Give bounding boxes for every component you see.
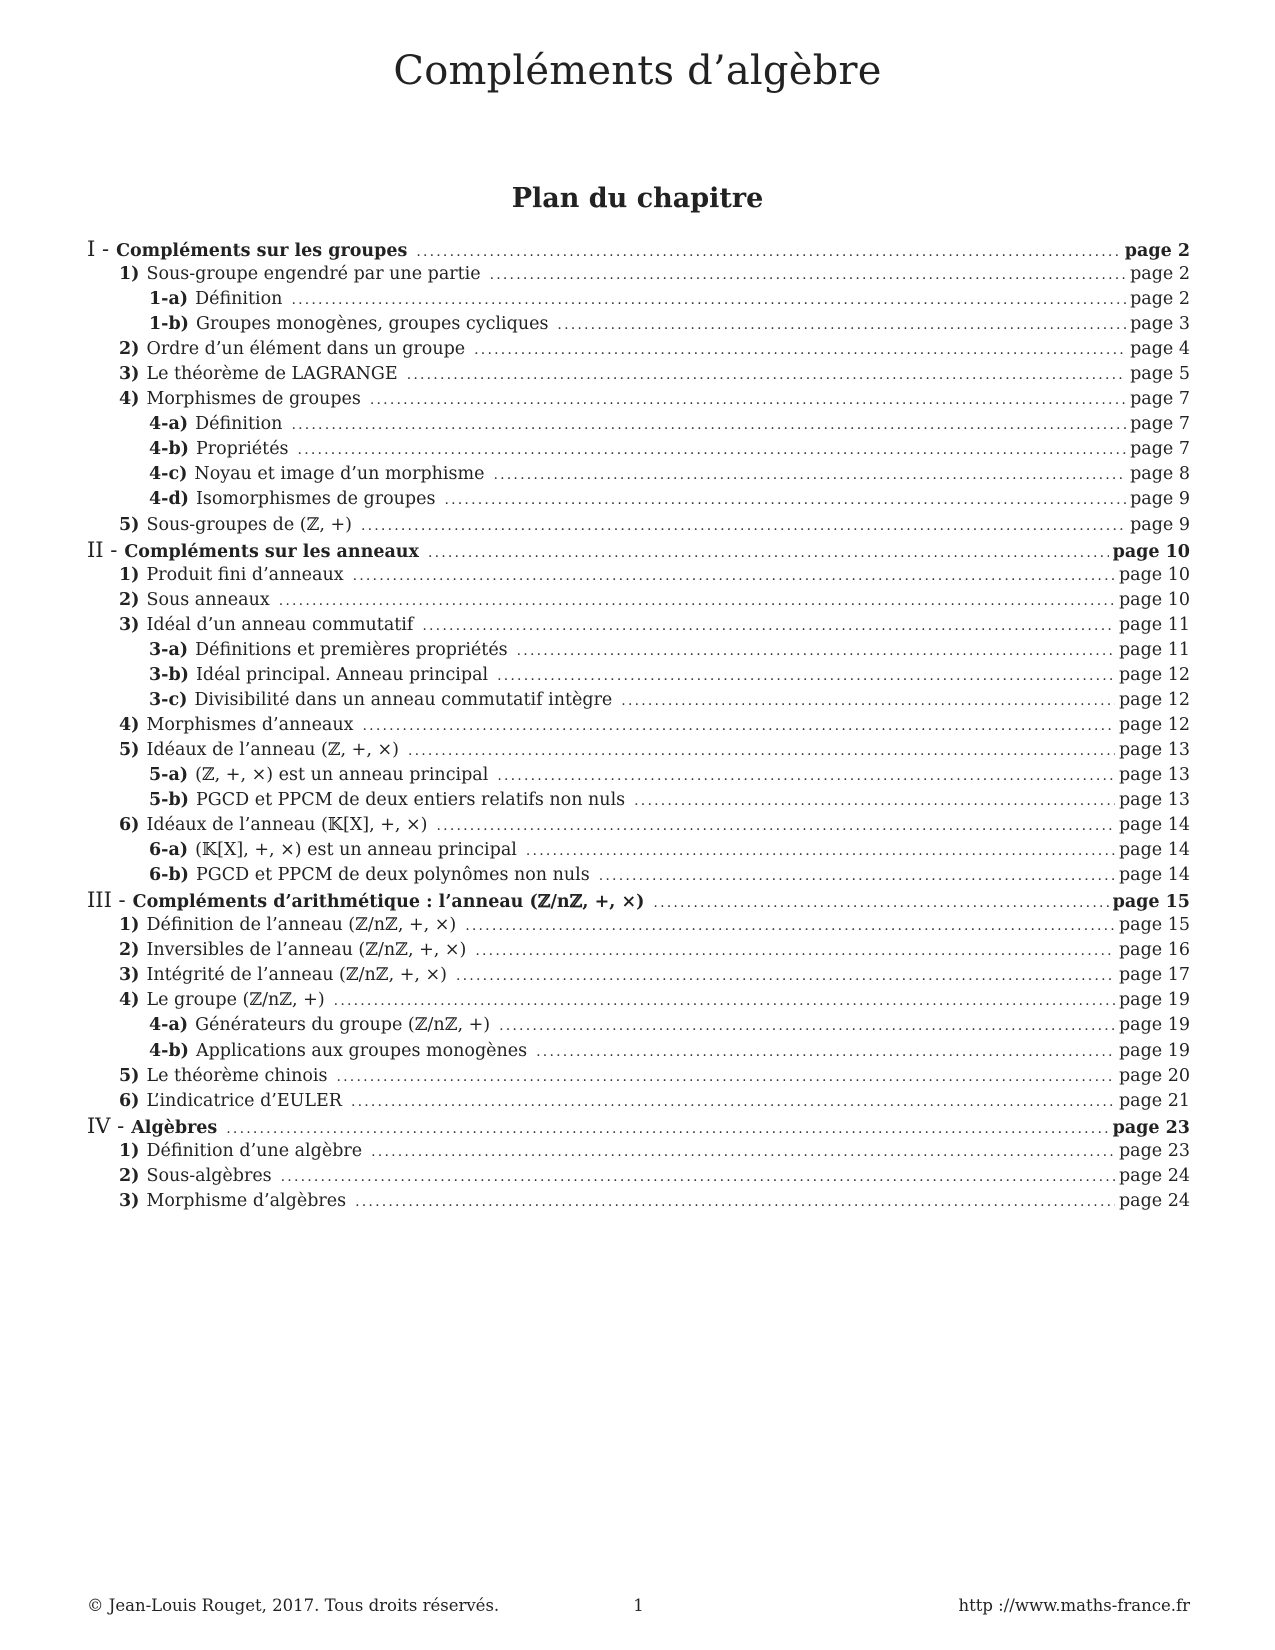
toc-entry-label: Propriétés — [195, 439, 289, 460]
toc-dot-leader — [517, 639, 1115, 664]
toc-subsubsection[interactable] — [87, 863, 1190, 888]
toc-entry-label: Ordre d’un élément dans un groupe — [146, 339, 466, 360]
toc-entry-page: page 7 — [1130, 414, 1190, 435]
toc-dot-leader — [353, 564, 1115, 589]
toc-subsection[interactable] — [87, 1064, 1190, 1089]
toc-entry-number: 3) — [119, 1190, 140, 1211]
toc-dot-leader — [456, 964, 1115, 989]
toc-entry-label: Morphisme d’algèbres — [146, 1190, 347, 1211]
toc-dot-leader — [493, 463, 1126, 488]
toc-entry-number: 4) — [119, 389, 140, 410]
toc-subsubsection[interactable] — [87, 487, 1190, 512]
toc-subsection[interactable] — [87, 1139, 1190, 1164]
toc-subsubsection[interactable] — [87, 838, 1190, 863]
toc-entry-label: PGCD et PPCM de deux polynômes non nuls — [195, 865, 590, 886]
toc-entry-number: 1-b) — [149, 314, 189, 335]
toc-entry-label: Définition de l’anneau (ℤ/nℤ, +, ×) — [146, 915, 457, 936]
toc-dot-leader — [444, 488, 1126, 513]
toc-dot-leader — [526, 839, 1115, 864]
toc-entry-page: page 4 — [1130, 339, 1190, 360]
toc-entry-number: 6-a) — [149, 840, 189, 861]
toc-subsection[interactable] — [87, 913, 1190, 938]
toc-entry-number: 1-a) — [149, 289, 189, 310]
toc-entry-number: 5) — [119, 514, 140, 535]
toc-dot-leader — [490, 263, 1126, 288]
page-footer — [87, 1596, 1190, 1620]
toc-entry-page: page 19 — [1118, 1015, 1190, 1036]
toc-entry-page: page 9 — [1130, 514, 1190, 535]
toc-entry-page: page 24 — [1118, 1190, 1190, 1211]
toc-entry-page: page 24 — [1118, 1165, 1190, 1186]
toc-entry-page: page 14 — [1118, 840, 1190, 861]
toc-dot-leader — [557, 313, 1126, 338]
toc-entry-label: Définition d’une algèbre — [146, 1140, 363, 1161]
toc-entry-label: Sous-groupe engendré par une partie — [146, 264, 481, 285]
toc-entry-page: page 12 — [1118, 664, 1190, 685]
toc-entry-page: page 5 — [1130, 364, 1190, 385]
toc-entry-page: page 15 — [1112, 892, 1190, 913]
toc-entry-label: PGCD et PPCM de deux entiers relatifs non nuls — [195, 790, 626, 811]
toc-dot-leader — [621, 689, 1115, 714]
toc-dot-leader — [355, 1190, 1115, 1215]
toc-dot-leader — [536, 1040, 1115, 1065]
toc-subsubsection[interactable] — [87, 1039, 1190, 1064]
toc-entry-label: Idéal principal. Anneau principal — [195, 664, 489, 685]
toc-entry-label: (𝕂[X], +, ×) est un anneau principal — [195, 840, 517, 861]
toc-entry-page: page 10 — [1118, 564, 1190, 585]
toc-subsection[interactable] — [87, 563, 1190, 588]
toc-entry-label: Isomorphismes de groupes — [195, 489, 436, 510]
toc-entry-number: 1) — [119, 1140, 140, 1161]
toc-entry-number: 4-c) — [149, 464, 188, 485]
toc-subsection[interactable] — [87, 1089, 1190, 1114]
toc-entry-label: Idéaux de l’anneau (ℤ, +, ×) — [146, 739, 399, 760]
toc-entry-page: page 20 — [1118, 1065, 1190, 1086]
toc-entry-page: page 13 — [1118, 764, 1190, 785]
toc-entry-page: page 7 — [1130, 389, 1190, 410]
toc-entry-label: Générateurs du groupe (ℤ/nℤ, +) — [195, 1015, 491, 1036]
toc-dot-leader — [291, 288, 1126, 313]
toc-entry-label: Compléments d’arithmétique : l’anneau (ℤ/nℤ, +, ×) — [132, 892, 645, 913]
toc-entry-label: Divisibilité dans un anneau commutatif intègre — [194, 689, 613, 710]
toc-section[interactable] — [87, 888, 1190, 913]
toc-subsection[interactable] — [87, 337, 1190, 362]
toc-subsubsection[interactable] — [87, 688, 1190, 713]
document-title: Compléments d’algèbre — [393, 48, 882, 94]
footer-url: http ://www.maths-france.fr — [958, 1596, 1190, 1615]
toc-subsection[interactable] — [87, 387, 1190, 412]
toc-dot-leader — [370, 388, 1126, 413]
toc-entry-label: Intégrité de l’anneau (ℤ/nℤ, +, ×) — [146, 965, 447, 986]
toc-entry-label: Noyau et image d’un morphisme — [194, 464, 485, 485]
toc-subsubsection[interactable] — [87, 638, 1190, 663]
toc-entry-number: 3-b) — [149, 664, 189, 685]
toc-subsubsection[interactable] — [87, 462, 1190, 487]
toc-entry-page: page 10 — [1112, 541, 1190, 562]
toc-entry-label: Inversibles de l’anneau (ℤ/nℤ, +, ×) — [146, 940, 467, 961]
toc-entry-page: page 14 — [1118, 815, 1190, 836]
toc-dot-leader — [361, 514, 1126, 539]
toc-entry-label: Produit fini d’anneaux — [146, 564, 344, 585]
toc-entry-number: 3) — [119, 614, 140, 635]
toc-dot-leader — [465, 914, 1115, 939]
plan-title: Plan du chapitre — [511, 183, 764, 214]
toc-dot-leader — [499, 1014, 1115, 1039]
toc-entry-number: 1) — [119, 264, 140, 285]
toc-subsection[interactable] — [87, 513, 1190, 538]
toc-subsubsection[interactable] — [87, 412, 1190, 437]
toc-section[interactable] — [87, 1114, 1190, 1139]
toc-entry-page: page 15 — [1118, 915, 1190, 936]
toc-entry-number: 5-a) — [149, 764, 189, 785]
toc-dot-leader — [298, 438, 1127, 463]
toc-entry-label: Le théorème de LAGRANGE — [146, 364, 398, 385]
toc-entry-number: 4-a) — [149, 414, 189, 435]
toc-dot-leader — [337, 1065, 1115, 1090]
toc-entry-label: Applications aux groupes monogènes — [195, 1040, 528, 1061]
toc-entry-page: page 12 — [1118, 689, 1190, 710]
footer-copyright: © Jean-Louis Rouget, 2017. Tous droits réservés. — [87, 1596, 500, 1615]
toc-subsection[interactable] — [87, 1164, 1190, 1189]
toc-subsection[interactable] — [87, 713, 1190, 738]
toc-entry-page: page 9 — [1130, 489, 1190, 510]
toc-subsection[interactable] — [87, 1189, 1190, 1214]
toc-entry-number: 4-b) — [149, 439, 189, 460]
toc-entry-label: Idéal d’un anneau commutatif — [146, 614, 414, 635]
toc-dot-leader — [407, 363, 1126, 388]
toc-subsection[interactable] — [87, 963, 1190, 988]
toc-dot-leader — [281, 1165, 1115, 1190]
toc-entry-page: page 12 — [1118, 714, 1190, 735]
toc-dot-leader — [416, 240, 1120, 265]
toc-subsection[interactable] — [87, 613, 1190, 638]
toc-entry-number: 6) — [119, 815, 140, 836]
toc-entry-page: page 13 — [1118, 790, 1190, 811]
toc-entry-label: Compléments sur les groupes — [116, 241, 408, 261]
toc-entry-number: 4-a) — [149, 1015, 189, 1036]
toc-entry-page: page 2 — [1130, 264, 1190, 285]
toc-entry-number: 5) — [119, 1065, 140, 1086]
toc-dot-leader — [428, 541, 1109, 566]
toc-subsubsection[interactable] — [87, 663, 1190, 688]
table-of-contents — [87, 237, 1190, 1214]
toc-entry-page: page 2 — [1130, 289, 1190, 310]
toc-entry-number: 3) — [119, 364, 140, 385]
toc-subsection[interactable] — [87, 938, 1190, 963]
toc-entry-number: III - — [87, 888, 126, 913]
toc-entry-number: I - — [87, 237, 110, 261]
toc-entry-number: 3) — [119, 965, 140, 986]
toc-entry-page: page 19 — [1118, 990, 1190, 1011]
toc-dot-leader — [363, 714, 1115, 739]
toc-entry-page: page 16 — [1118, 940, 1190, 961]
toc-entry-label: Groupes monogènes, groupes cycliques — [195, 314, 549, 335]
toc-subsubsection[interactable] — [87, 763, 1190, 788]
toc-entry-page: page 21 — [1118, 1090, 1190, 1111]
toc-dot-leader — [371, 1140, 1115, 1165]
toc-dot-leader — [351, 1090, 1115, 1115]
toc-entry-number: 3-c) — [149, 689, 188, 710]
toc-entry-page: page 2 — [1124, 241, 1190, 261]
toc-entry-page: page 3 — [1130, 314, 1190, 335]
toc-entry-page: page 23 — [1118, 1140, 1190, 1161]
toc-dot-leader — [475, 939, 1115, 964]
toc-entry-label: (ℤ, +, ×) est un anneau principal — [195, 764, 489, 785]
toc-subsection[interactable] — [87, 588, 1190, 613]
toc-subsubsection[interactable] — [87, 287, 1190, 312]
toc-entry-number: 6) — [119, 1090, 140, 1111]
toc-entry-label: Définition — [195, 289, 283, 310]
toc-entry-number: 2) — [119, 339, 140, 360]
toc-entry-label: Le groupe (ℤ/nℤ, +) — [146, 990, 325, 1011]
toc-subsection[interactable] — [87, 262, 1190, 287]
toc-entry-page: page 7 — [1130, 439, 1190, 460]
toc-dot-leader — [497, 764, 1115, 789]
toc-entry-label: Sous-algèbres — [146, 1165, 272, 1186]
toc-entry-number: 5-b) — [149, 790, 189, 811]
toc-entry-page: page 11 — [1118, 614, 1190, 635]
toc-entry-page: page 23 — [1112, 1117, 1190, 1138]
toc-entry-page: page 13 — [1118, 739, 1190, 760]
toc-dot-leader — [474, 338, 1126, 363]
toc-entry-number: 2) — [119, 940, 140, 961]
toc-subsubsection[interactable] — [87, 1013, 1190, 1038]
toc-dot-leader — [422, 614, 1115, 639]
toc-subsection[interactable] — [87, 738, 1190, 763]
toc-entry-label: Morphismes de groupes — [146, 389, 361, 410]
toc-entry-page: page 19 — [1118, 1040, 1190, 1061]
toc-subsection[interactable] — [87, 988, 1190, 1013]
toc-entry-page: page 11 — [1118, 639, 1190, 660]
footer-page-number: 1 — [633, 1596, 644, 1615]
toc-dot-leader — [497, 664, 1115, 689]
toc-entry-number: II - — [87, 537, 118, 562]
toc-entry-label: Définitions et premières propriétés — [195, 639, 508, 660]
toc-dot-leader — [334, 989, 1115, 1014]
toc-entry-number: 5) — [119, 739, 140, 760]
toc-subsection[interactable] — [87, 813, 1190, 838]
toc-entry-number: 4-b) — [149, 1040, 189, 1061]
toc-subsubsection[interactable] — [87, 437, 1190, 462]
toc-entry-page: page 14 — [1118, 865, 1190, 886]
toc-dot-leader — [408, 739, 1115, 764]
toc-dot-leader — [653, 891, 1108, 916]
toc-entry-number: 1) — [119, 915, 140, 936]
toc-entry-number: 3-a) — [149, 639, 189, 660]
toc-entry-page: page 10 — [1118, 589, 1190, 610]
toc-entry-number: 4-d) — [149, 489, 189, 510]
toc-dot-leader — [291, 413, 1126, 438]
toc-entry-number: 2) — [119, 1165, 140, 1186]
toc-entry-label: Morphismes d’anneaux — [146, 714, 354, 735]
toc-subsubsection[interactable] — [87, 788, 1190, 813]
toc-subsubsection[interactable] — [87, 312, 1190, 337]
toc-dot-leader — [279, 589, 1115, 614]
toc-entry-label: L’indicatrice d’EULER — [146, 1090, 342, 1111]
toc-section[interactable] — [87, 237, 1190, 262]
toc-entry-number: IV - — [87, 1113, 125, 1138]
toc-entry-page: page 17 — [1118, 965, 1190, 986]
toc-entry-label: Algèbres — [131, 1117, 218, 1138]
toc-dot-leader — [634, 789, 1115, 814]
toc-entry-number: 6-b) — [149, 865, 189, 886]
toc-entry-number: 4) — [119, 990, 140, 1011]
toc-dot-leader — [437, 814, 1115, 839]
toc-entry-label: Sous-groupes de (ℤ, +) — [146, 514, 352, 535]
toc-entry-label: Compléments sur les anneaux — [124, 541, 419, 562]
toc-subsection[interactable] — [87, 362, 1190, 387]
toc-entry-number: 2) — [119, 589, 140, 610]
toc-section[interactable] — [87, 538, 1190, 563]
toc-entry-label: Le théorème chinois — [146, 1065, 328, 1086]
toc-entry-label: Idéaux de l’anneau (𝕂[X], +, ×) — [146, 815, 428, 836]
toc-entry-number: 4) — [119, 714, 140, 735]
toc-entry-label: Définition — [195, 414, 283, 435]
toc-entry-number: 1) — [119, 564, 140, 585]
toc-dot-leader — [599, 864, 1115, 889]
toc-entry-page: page 8 — [1130, 464, 1190, 485]
toc-entry-label: Sous anneaux — [146, 589, 270, 610]
